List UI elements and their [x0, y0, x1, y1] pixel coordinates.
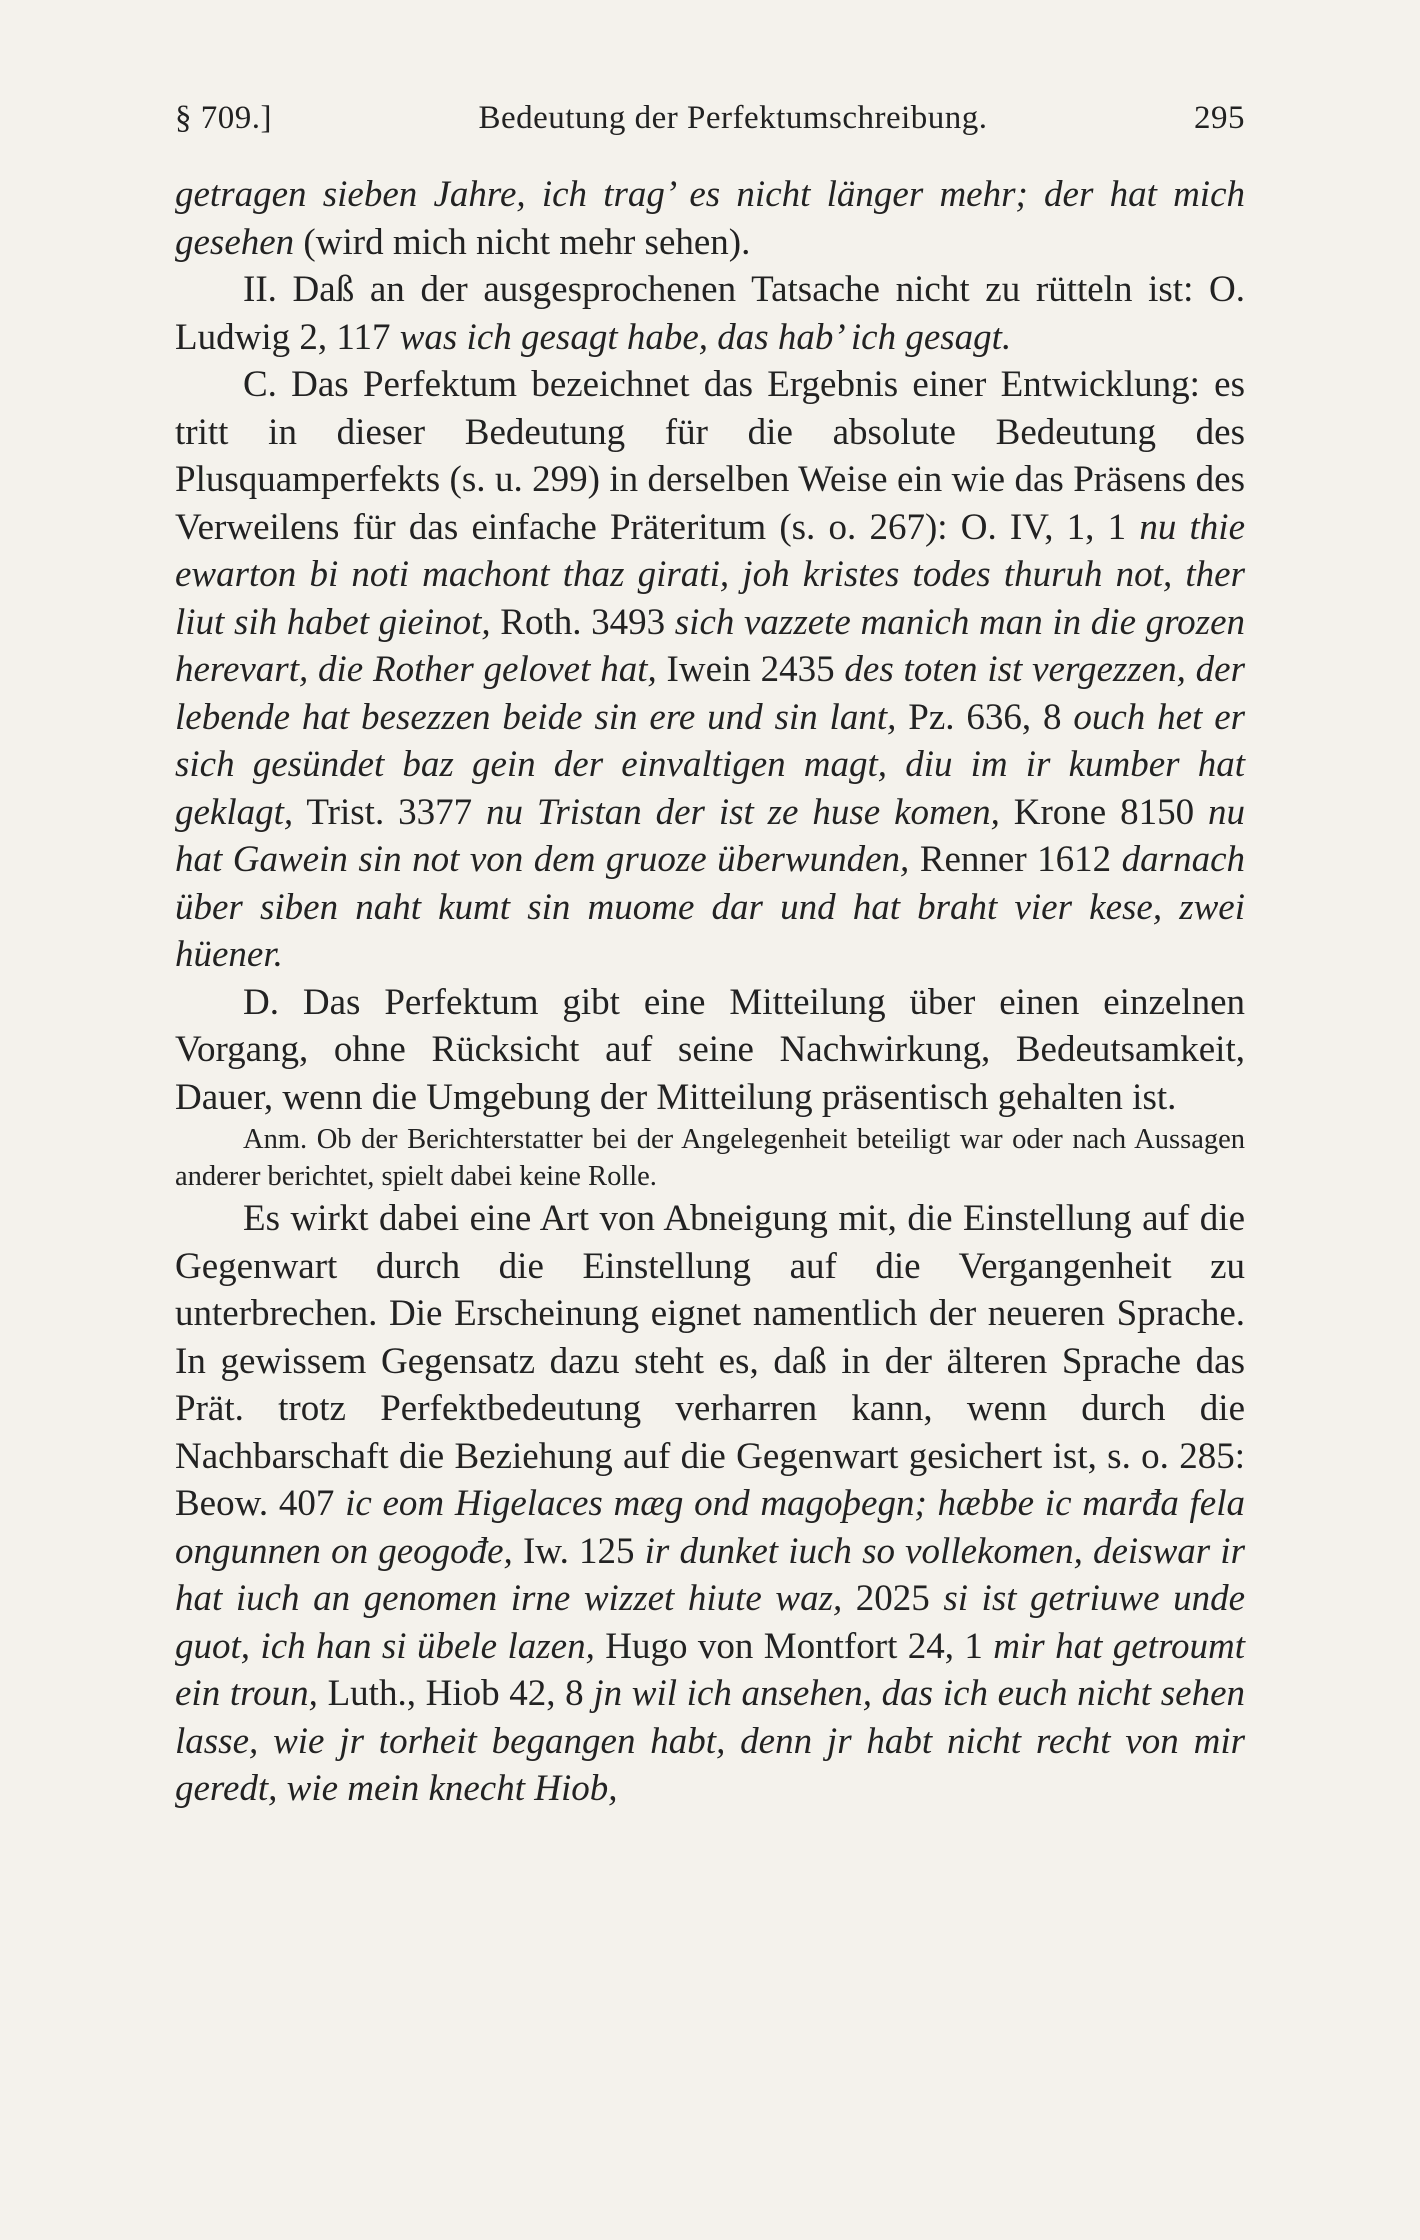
citation-quote: si ist getriuwe unde guot, ich han si übele lazen, [175, 1578, 1246, 1667]
text-run: Krone 8150 [999, 791, 1208, 833]
citation-quote: mir hat getroumt ein troun, [175, 1625, 1245, 1714]
citation-quote: sich vazzete manich man in die grozen herevart, die Rother gelovet hat, [175, 601, 1245, 690]
citation-quote: des toten ist vergezzen, der lebende hat besezzen beide sin ere und sin lant, [175, 649, 1246, 738]
text-run: Es wirkt dabei eine Art von Abneigung mit, die Einstellung auf die Gegenwart durch die Einstellung auf die Vergangenheit zu unterbrechen. Die Erscheinung eignet namentlich der neueren Sprache. In gewissem Gegensatz dazu steht es, daß in der älteren Sprache das Prät. trotz Perfektbedeutung verharren kann, wenn durch die Nachbarschaft die Beziehung auf die Gegenwart gesichert ist, s. o. 285: Beow. 407 [175, 1198, 1245, 1524]
citation-quote: was ich gesagt habe, das hab’ ich gesagt. [399, 316, 1012, 358]
citation-quote: getragen sieben Jahre, ich trag’ es nicht länger mehr; der hat mich gesehen [175, 174, 1245, 263]
text-run: Iwein 2435 [656, 649, 845, 690]
citation-quote: darnach über siben naht kumt sin muome dar und hat braht vier kese, zwei hüener. [175, 839, 1245, 975]
paragraph [175, 266, 1245, 361]
text-run: Hugo von Montfort 24, 1 [594, 1625, 994, 1667]
text-run: (wird mich nicht mehr sehen). [294, 221, 751, 263]
citation-quote: ouch het er sich gesündet baz gein der einvaltigen magt, diu im ir kumber hat geklagt, [175, 696, 1246, 833]
citation-quote: nu hat Gawein sin not von dem gruoze überwunden, [175, 791, 1245, 880]
citation-quote: jn wil ich ansehen, das ich euch nicht sehen lasse, wie jr torheit begangen habt, denn jr habt nicht recht von mir geredt, wie mein knecht Hiob, [175, 1673, 1245, 1809]
footnote-remark: Anm. Ob der Berichterstatter bei der Angelegenheit beteiligt war oder nach Aussagen anderer berichtet, spielt dabei keine Rolle. [175, 1124, 1245, 1192]
text-run: II. Daß an der ausgesprochenen Tatsache nicht zu rütteln ist: O. Ludwig 2, 117 [175, 269, 1245, 358]
paragraph [175, 1195, 1245, 1813]
citation-quote: nu Tristan der ist ze huse komen, [485, 791, 1000, 833]
text-run: Pz. 636, 8 [896, 696, 1074, 738]
citation-quote: nu thie ewarton bi noti machont thaz girati, joh kristes todes thuruh not, ther liut sih habet gieinot, [175, 506, 1245, 643]
text-run: Renner 1612 [909, 839, 1122, 880]
text-run: 2025 [842, 1578, 944, 1619]
citation-quote: ir dunket iuch so vollekomen, deiswar ir hat iuch an genomen irne wizzet hiute waz, [175, 1530, 1245, 1619]
body-text [175, 171, 1245, 1813]
text-run: C. Das Perfektum bezeichnet das Ergebnis einer Entwicklung: es tritt in dieser Bedeutung für die absolute Bedeutung des Plusquamperfekts (s. u. 299) in derselben Weise ein wie das Präsens des Verweilens für das einfache Präteritum (s. o. 267): O. IV, 1, 1 [175, 364, 1245, 548]
citation-quote: ic eom Higelaces mæg ond magoþegn; hæbbe ic marđa fela ongunnen on geogođe, [175, 1483, 1246, 1572]
text-run: Trist. 3377 [293, 791, 486, 833]
text-run: Iw. 125 [512, 1530, 645, 1572]
paragraph [175, 979, 1245, 1122]
text-run: Roth. 3493 [490, 601, 675, 643]
running-header [175, 100, 1245, 137]
section-marker: § 709.] [175, 100, 272, 136]
running-title: Bedeutung der Perfektumschreibung. [478, 100, 988, 136]
paragraph [175, 361, 1245, 979]
page-number: 295 [1194, 100, 1245, 136]
text-run: Luth., Hiob 42, 8 [317, 1673, 594, 1714]
paragraph [175, 171, 1245, 266]
text-run: D. Das Perfektum gibt eine Mitteilung über einen einzelnen Vorgang, ohne Rücksicht auf seine Nachwirkung, Bedeutsamkeit, Dauer, wenn die Umgebung der Mitteilung präsentisch gehalten ist. [175, 981, 1245, 1118]
